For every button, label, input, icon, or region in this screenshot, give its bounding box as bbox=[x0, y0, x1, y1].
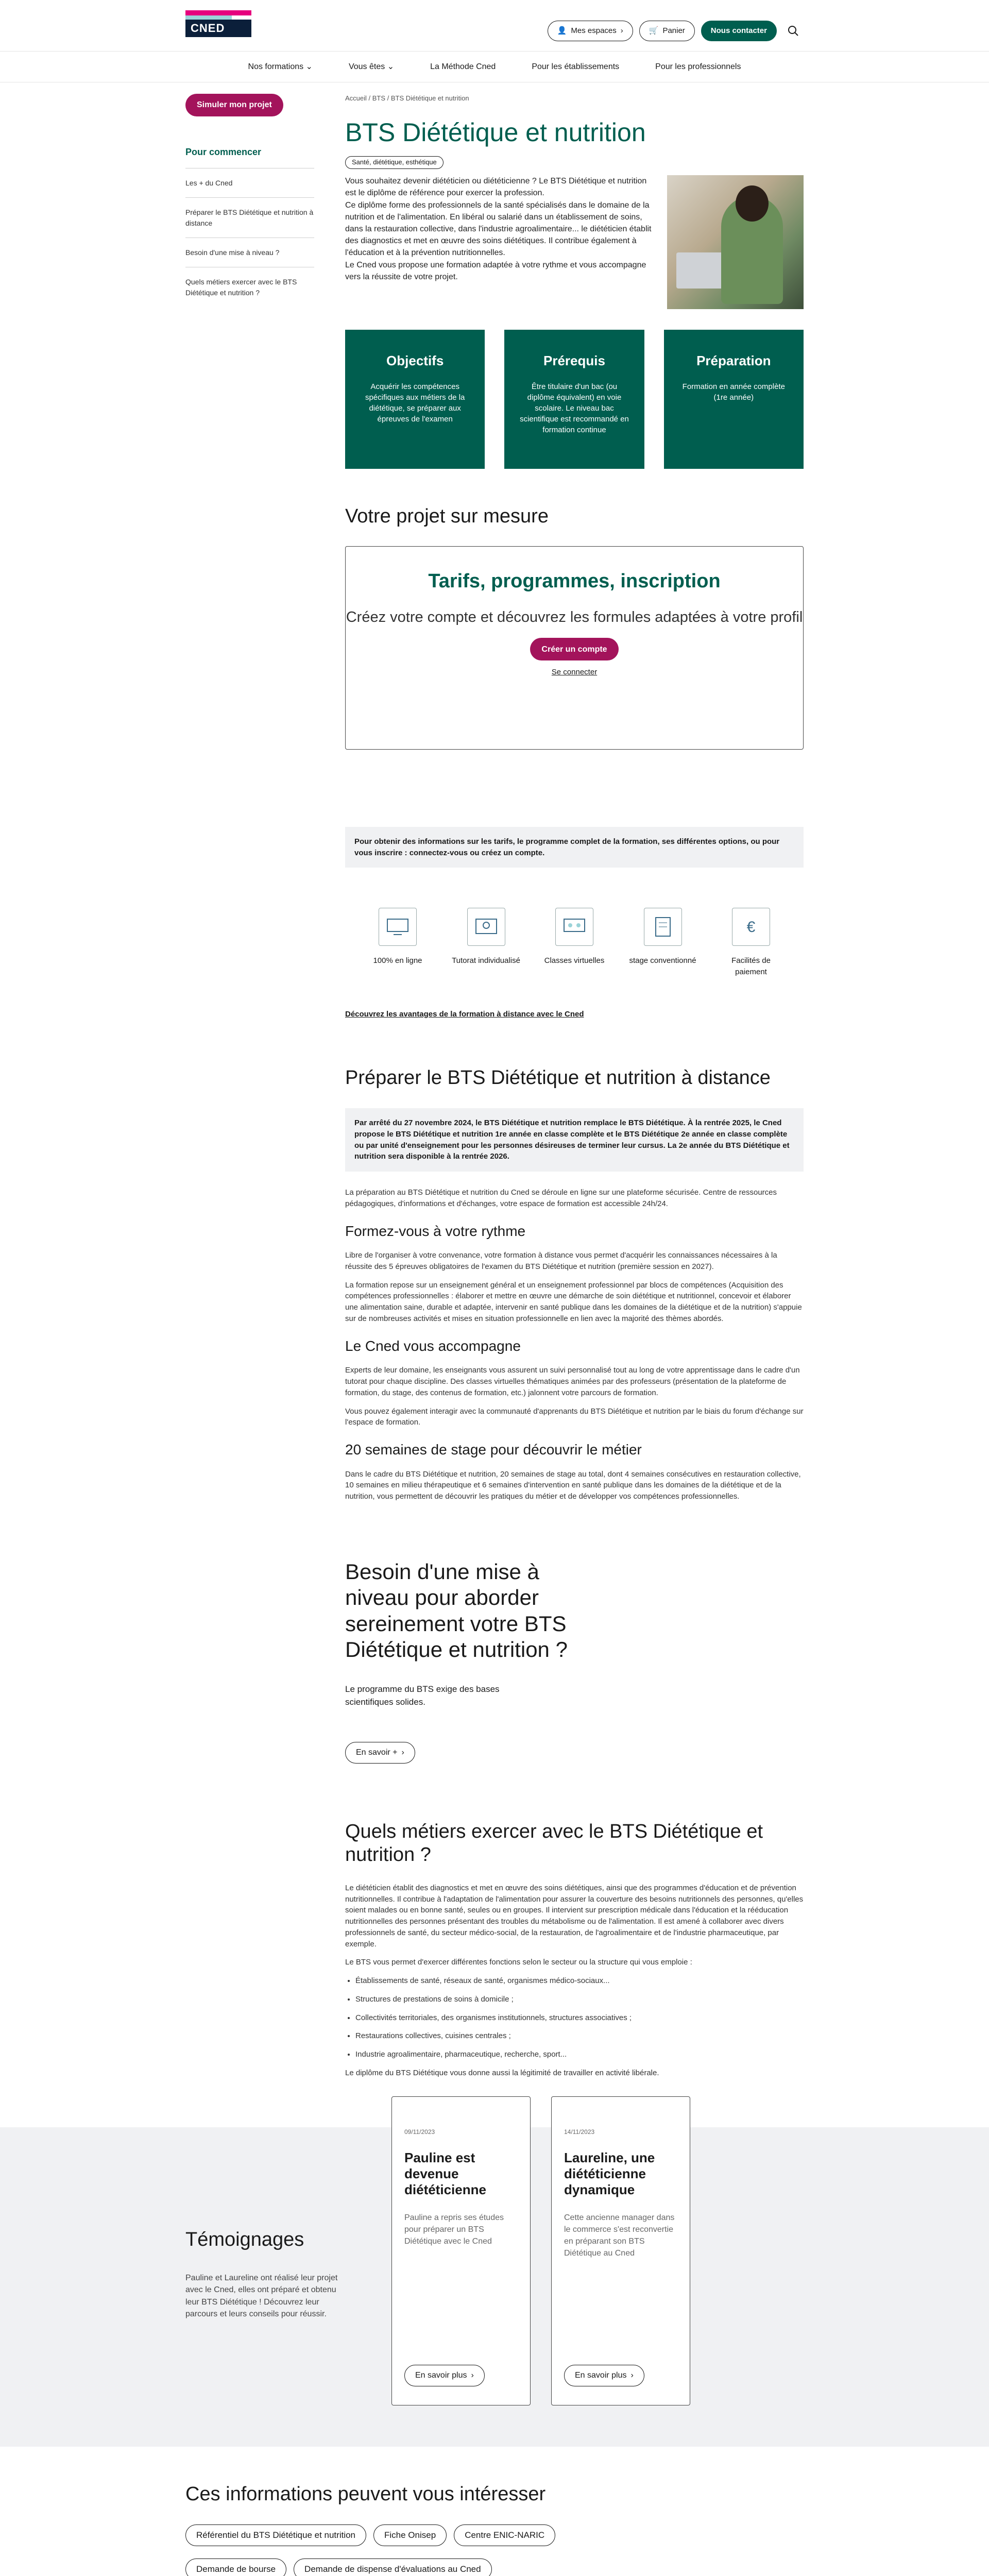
tutor-icon bbox=[467, 908, 505, 946]
nav-item-etablissements[interactable]: Pour les établissements bbox=[532, 62, 620, 71]
preparation-card: Préparation Formation en année complète (1re année) bbox=[664, 330, 804, 469]
sidebar-item[interactable]: Les + du Cned bbox=[185, 168, 314, 197]
intro-text: Le Cned vous propose une formation adaptée à votre rythme et vous accompagne vers la réussite de votre projet. bbox=[345, 260, 646, 281]
sidebar bbox=[185, 94, 314, 2086]
preparer-section: Préparer le BTS Diététique et nutrition à distance Par arrêté du 27 novembre 2024, le BTS Diététique et nutrition remplace le BTS Diététique. À la rentrée 2025, le Cned propose le BTS Diététique et nutrition 1re année en classe complète et le BTS Diététique 2e année en classe complète ou par unité d'enseignement pour les personnes désireuses de terminer leur cursus. La 2e année du BTS Diététique et nutrition sera disponible à la rentrée 2026. La préparation au BTS Diététique et nutrition du Cned se déroule en ligne sur une plateforme sécurisée. Centre de ressources pédagogiques, d'informations et d'échanges, votre espace de formation est accessible 24h/24. Formez-vous à votre rythme Libre de l'organiser à votre convenance, votre formation à distance vous permet d'acquérir les connaissances nécessaires à la réussite des 5 épreuves obligatoires de l'examen du BTS Diététique et nutrition (première session en 2027). La formation repose sur un enseignement général et un enseignement professionnel par blocs de compétences (Acquisition des compétences professionnelles : élaborer et mettre en œuvre une démarche de soin diététique et nutritionnel, concevoir et élaborer une alimentation saine, durable et adaptée, intervenir en santé publique dans les domaines de la diététique et de la nutrition) s'appuie sur de nombreuses activités et mises en situation professionnelle en lien avec la majorité des thèmes abordés. Le Cned vous accompagne Experts de leur domaine, les enseignants vous assurent un suivi personnalisé tout au long de votre apprentissage dans le cadre d'un tutorat pour chaque discipline. Des classes virtuelles thématiques animées par des professeurs (présentation de la plateforme de formation, du stage, des contenus de formation, etc.) jalonnent votre parcours de formation. Vous pouvez également interagir avec la communauté d'apprenants du BTS Diététique et nutrition par le biais du forum d'échange sur l'espace de formation. 20 semaines de stage pour découvrir le métier Dans le cadre du BTS Diététique et nutrition, 20 semaines de stage au total, dont 4 semaines consécutives en restauration collective, 10 semaines en milieu thérapeutique et 6 semaines d'intervention en santé publique dans les domaines de la diététique et de la nutrition, vous permettent de découvrir les pratiques du métier et de développer vos compétences professionnelles. bbox=[345, 1066, 804, 1501]
info-chip[interactable]: Centre ENIC-NARIC bbox=[454, 2524, 555, 2546]
computer-icon bbox=[379, 908, 417, 946]
chevron-right-icon: › bbox=[471, 2371, 474, 2380]
info-chip[interactable]: Fiche Onisep bbox=[373, 2524, 447, 2546]
chevron-right-icon: › bbox=[401, 1748, 404, 1757]
category-tag[interactable]: Santé, diététique, esthétique bbox=[345, 156, 444, 169]
chevron-right-icon: › bbox=[630, 2371, 634, 2380]
cart-icon: 🛒 bbox=[649, 26, 659, 36]
breadcrumb[interactable]: Accueil / BTS / BTS Diététique et nutrition bbox=[345, 94, 469, 102]
inscription-box: Tarifs, programmes, inscription Créez votre compte et découvrez les formules adaptées à votre profil Créer un compte Se connecter bbox=[345, 546, 804, 750]
video-class-icon bbox=[555, 908, 593, 946]
alert-box: Par arrêté du 27 novembre 2024, le BTS Diététique et nutrition remplace le BTS Diététique. À la rentrée 2025, le Cned propose le BTS Diététique et nutrition 1re année en classe complète et le BTS Diététique 2e année en classe complète ou par unité d'enseignement pour les personnes désireuses de terminer leur cursus. La 2e année du BTS Diététique et nutrition sera disponible à la rentrée 2026. bbox=[345, 1108, 804, 1172]
info-chip[interactable]: Demande de bourse bbox=[185, 2558, 286, 2576]
temoignages-section: Témoignages Pauline et Laureline ont réalisé leur projet avec le Cned, elles ont préparé et obtenu leur BTS Diététique ! Découvrez leur parcours et leurs conseils pour réussir. 09/11/2023 Pauline est devenue diététicienne Pauline a repris ses études pour préparer un BTS Diététique avec le Cned En savoir plus › 14/11/2023 Laureline, une diététicienne dynamique Cette ancienne manager dans le commerce s'est reconvertie en préparant son BTS Diététique au Cned En savoir plus › bbox=[0, 2127, 989, 2447]
en-savoir-plus-button[interactable]: En savoir plus › bbox=[564, 2365, 644, 2386]
nav-item-formations[interactable]: Nos formations ⌄ bbox=[248, 62, 313, 71]
mes-espaces-button[interactable]: 👤 Mes espaces › bbox=[548, 21, 633, 41]
list-item: • Établissements de santé, réseaux de santé, organismes médico-sociaux... bbox=[355, 1975, 804, 1987]
list-item: • Restaurations collectives, cuisines centrales ; bbox=[355, 2030, 804, 2042]
login-link[interactable]: Se connecter bbox=[551, 668, 598, 677]
create-account-button[interactable]: Créer un compte bbox=[530, 638, 618, 660]
list-item: • Structures de prestations de soins à domicile ; bbox=[355, 1994, 804, 2005]
info-note: Pour obtenir des informations sur les tarifs, le programme complet de la formation, ses différentes options, ou pour vous inscrire : connectez-vous ou créez un compte. bbox=[345, 827, 804, 868]
nav-item-methode[interactable]: La Méthode Cned bbox=[430, 62, 496, 71]
list-item: • Collectivités territoriales, des organismes institutionnels, structures associatives ; bbox=[355, 2012, 804, 2024]
temoignage-card[interactable]: 14/11/2023 Laureline, une diététicienne dynamique Cette ancienne manager dans le commerce s'est reconvertie en préparant son BTS Diététique au Cned En savoir plus › bbox=[551, 2096, 690, 2405]
page-title: BTS Diététique et nutrition bbox=[345, 117, 646, 147]
user-icon: 👤 bbox=[557, 26, 567, 36]
intro-text: Vous souhaitez devenir diététicien ou diététicienne ? Le BTS Diététique et nutrition est le diplôme de référence pour exercer la profession. bbox=[345, 177, 647, 198]
contact-button[interactable]: Nous contacter bbox=[701, 21, 777, 41]
advantage-online: 100% en ligne bbox=[362, 908, 434, 978]
nav-item-vous-etes[interactable]: Vous êtes ⌄ bbox=[348, 62, 395, 71]
advantage-classes: Classes virtuelles bbox=[538, 908, 610, 978]
objectifs-card: Objectifs Acquérir les compétences spécifiques aux métiers de la diététique, se préparer aux épreuves de l'examen bbox=[345, 330, 485, 469]
student-photo bbox=[667, 175, 804, 309]
en-savoir-plus-button[interactable]: En savoir plus › bbox=[404, 2365, 485, 2386]
metiers-section: Quels métiers exercer avec le BTS Diététique et nutrition ? Le diététicien établit des diagnostics et met en œuvre des soins diététiques, ainsi que des programmes d'éducation et de prévention nutritionnelles. Il contribue à l'adaptation de l'alimentation pour assurer la couverture des besoins nutritionnels des personnes, qu'elles soient malades ou en bonne santé, seules ou en groupes. Il intervient sur prescription médicale dans l'éducation et la rééducation nutritionnelles des personnes présentant des troubles du métabolisme ou de l'alimentation. Il est amené à collaborer avec divers professionnels de santé, du secteur médico-social, de la restauration, de l'agroalimentaire et de l'industrie pharmaceutique, par exemple. Le BTS vous permet d'exercer différentes fonctions selon le secteur ou la structure qui vous emploie : • Établissements de santé, réseaux de santé, organismes médico-sociaux... • Structures de prestations de soins à domicile ; • Collectivités territoriales, des organismes institutionnels, structures associatives ; • Restaurations collectives, cuisines centrales ; • Industrie agroalimentaire, pharmaceutique, recherche, sport... Le diplôme du BTS Diététique vous donne aussi la légitimité de travailler en activité libérale. bbox=[345, 1820, 804, 2079]
nav-item-professionnels[interactable]: Pour les professionnels bbox=[655, 62, 741, 71]
sidebar-item[interactable]: Quels métiers exercer avec le BTS Diététique et nutrition ? bbox=[185, 267, 314, 307]
advantage-stage: stage conventionné bbox=[627, 908, 699, 978]
euro-icon: € bbox=[732, 908, 770, 946]
prerequis-card: Prérequis Être titulaire d'un bac (ou diplôme équivalent) en voie scolaire. Le niveau bac scientifique est recommandé en formation continue bbox=[504, 330, 644, 469]
en-savoir-button[interactable]: En savoir + › bbox=[345, 1742, 415, 1764]
search-icon[interactable] bbox=[783, 21, 804, 41]
besoin-section: Besoin d'une mise à niveau pour aborder sereinement votre BTS Diététique et nutrition ? Le programme du BTS exige des bases scientifiques solides. En savoir + › bbox=[345, 1559, 804, 1764]
main-nav bbox=[0, 52, 989, 82]
site-header bbox=[0, 0, 989, 52]
intro-text: Ce diplôme forme des professionnels de la santé spécialisés dans le domaine de la nutrition et de l'alimentation. En libéral ou salarié dans un établissement de soins, dans la restauration collective, dans l'industrie agroalimentaire... le diététicien établit des diagnostics et met en œuvre des soins diététiques. Il contribue également à l'éducation et à la prévention nutritionnelles. bbox=[345, 200, 652, 258]
info-chip[interactable]: Demande de dispense d'évaluations au Cned bbox=[294, 2558, 492, 2576]
info-section: Ces informations peuvent vous intéresser Référentiel du BTS Diététique et nutrition Fiche Onisep Centre ENIC-NARIC Demande de bourse Demande de dispense d'évaluations au Cned bbox=[185, 2483, 804, 2576]
sidebar-item[interactable]: Besoin d'une mise à niveau ? bbox=[185, 238, 314, 267]
advantage-paiement: € Facilités de paiement bbox=[715, 908, 787, 978]
advantages-link[interactable]: Découvrez les avantages de la formation à distance avec le Cned bbox=[345, 1009, 584, 1019]
sidebar-title: Pour commencer bbox=[185, 147, 262, 157]
document-icon bbox=[644, 908, 682, 946]
list-item: • Industrie agroalimentaire, pharmaceutique, recherche, sport... bbox=[355, 2049, 804, 2060]
temoignage-card[interactable]: 09/11/2023 Pauline est devenue diététicienne Pauline a repris ses études pour préparer un BTS Diététique avec le Cned En savoir plus › bbox=[391, 2096, 531, 2405]
info-chip[interactable]: Référentiel du BTS Diététique et nutrition bbox=[185, 2524, 366, 2546]
chevron-right-icon: › bbox=[620, 26, 623, 36]
advantages bbox=[345, 908, 804, 978]
projet-heading: Votre projet sur mesure bbox=[345, 505, 549, 528]
panier-button[interactable]: 🛒 Panier bbox=[639, 21, 695, 41]
advantage-tutorat: Tutorat individualisé bbox=[450, 908, 522, 978]
cned-logo[interactable]: CNED bbox=[185, 10, 251, 42]
simuler-projet-button[interactable]: Simuler mon projet bbox=[185, 94, 283, 116]
sidebar-item[interactable]: Préparer le BTS Diététique et nutrition à distance bbox=[185, 197, 314, 238]
